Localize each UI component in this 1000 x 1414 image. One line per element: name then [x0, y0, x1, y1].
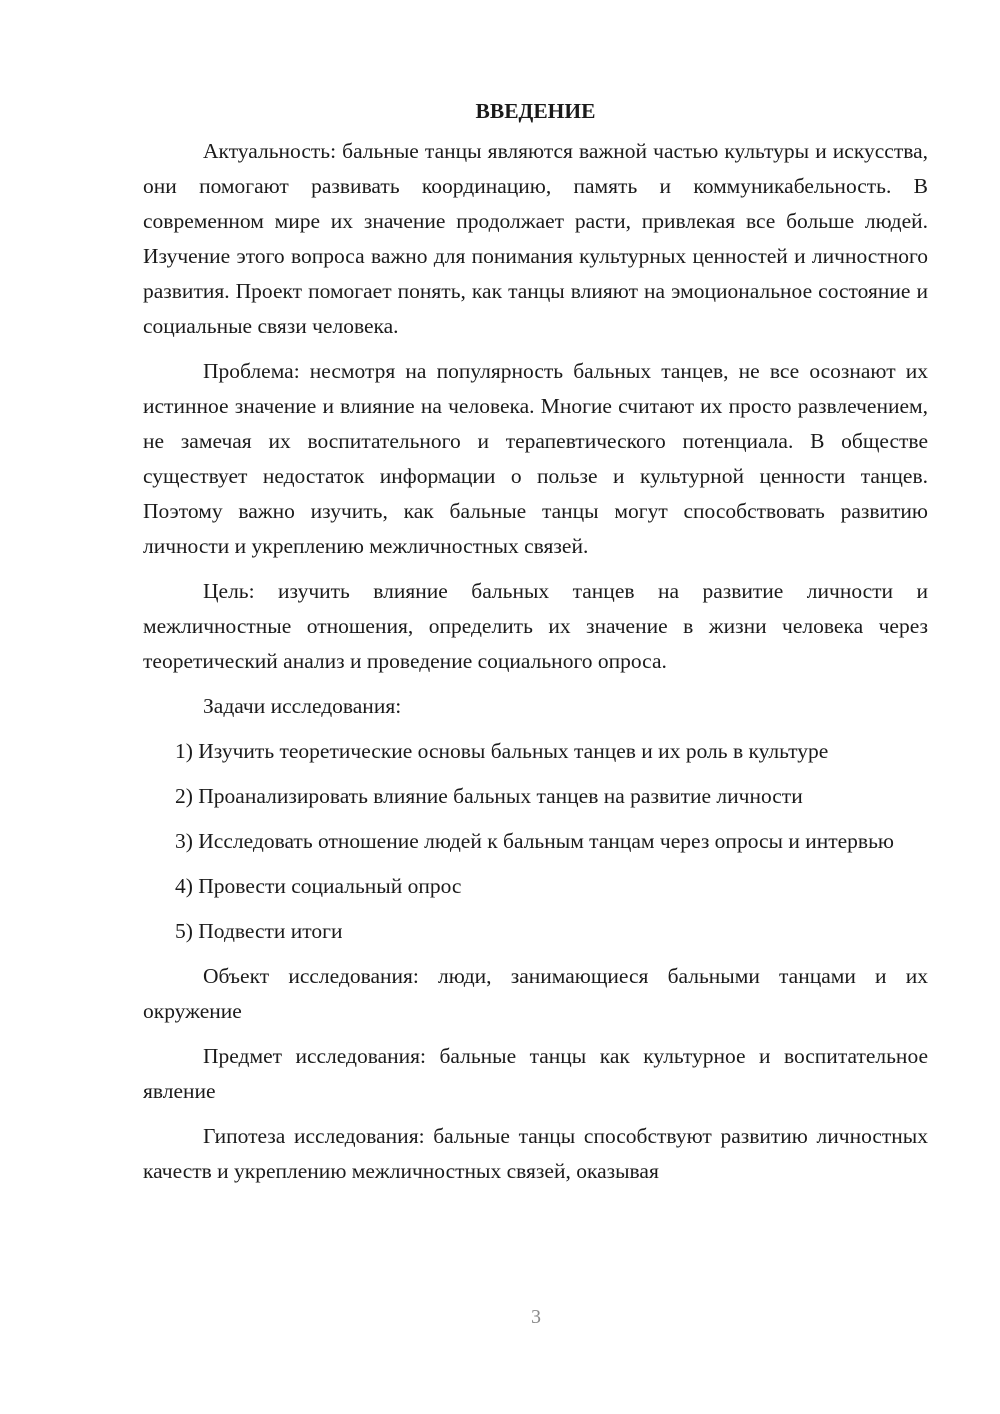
- subject-paragraph: Предмет исследования: бальные танцы как культурное и воспитательное явление: [143, 1044, 928, 1103]
- hypothesis-paragraph: Гипотеза исследования: бальные танцы способствуют развитию личностных качеств и укреплению межличностных связей, оказывая: [143, 1124, 928, 1183]
- task-item: 4) Провести социальный опрос: [175, 874, 462, 898]
- relevance-paragraph: Актуальность: бальные танцы являются важной частью культуры и искусства, они помогают развивать координацию, память и коммуникабельность. В современном мире их значение продолжает расти, привлекая все больше людей. Изучение этого вопроса важно для понимания культурных ценностей и личностного развития. Проект помогает понять, как танцы влияют на эмоциональное состояние и социальные связи человека.: [143, 139, 928, 338]
- problem-paragraph: Проблема: несмотря на популярность бальных танцев, не все осознают их истинное значение и влияние на человека. Многие считают их просто развлечением, не замечая их воспитательного и терапевтического потенциала. В обществе существует недостаток информации о пользе и культурной ценности танцев. Поэтому важно изучить, как бальные танцы могут способствовать развитию личности и укреплению межличностных связей.: [143, 359, 928, 558]
- object-paragraph: Объект исследования: люди, занимающиеся бальными танцами и их окружение: [143, 964, 928, 1023]
- task-item: 2) Проанализировать влияние бальных танцев на развитие личности: [175, 784, 803, 808]
- task-item: 5) Подвести итоги: [175, 919, 343, 943]
- goal-paragraph: Цель: изучить влияние бальных танцев на развитие личности и межличностные отношения, определить их значение в жизни человека через теоретический анализ и проведение социального опроса.: [143, 579, 928, 673]
- task-item: 3) Исследовать отношение людей к бальным танцам через опросы и интервью: [175, 829, 894, 853]
- tasks-title: Задачи исследования:: [203, 694, 402, 718]
- task-item: 1) Изучить теоретические основы бальных танцев и их роль в культуре: [175, 739, 829, 763]
- document-page: [143, 92, 928, 1199]
- page-title: ВВЕДЕНИЕ: [475, 99, 596, 123]
- page-number: 3: [531, 1306, 541, 1328]
